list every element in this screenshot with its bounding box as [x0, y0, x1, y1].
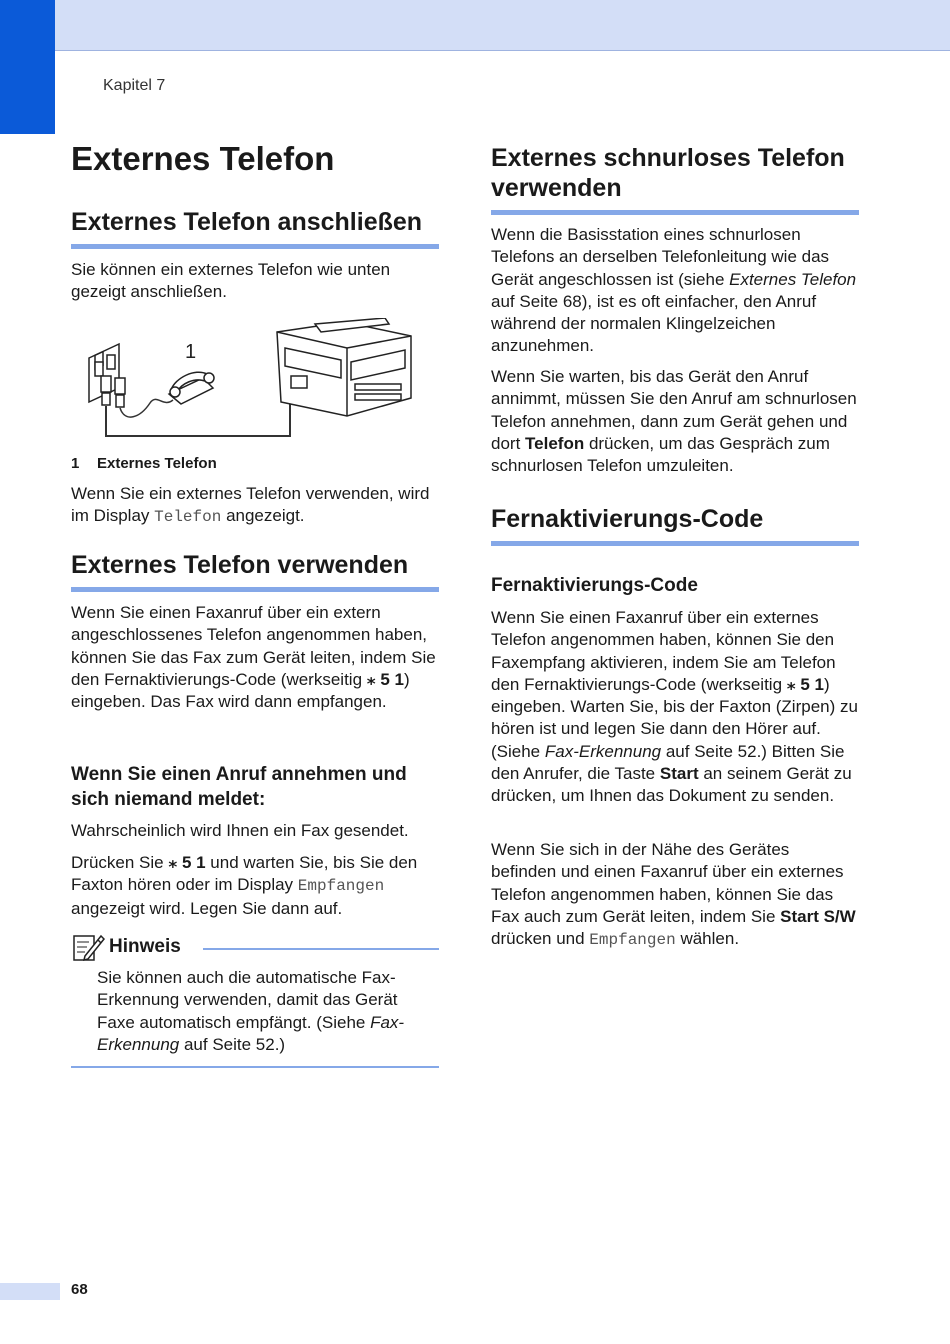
paragraph: Wenn Sie warten, bis das Gerät den Anruf annimmt, müssen Sie den Anruf am schnurlosen Telefon annehmen, dann zum Gerät gehen und dort Telefon drücken, um das Gespräch zum schnurlosen Telefon umzuleiten.: [491, 367, 857, 476]
header-band: [0, 0, 950, 51]
cross-reference: Fax-Erkennung: [544, 741, 662, 761]
divider: [71, 1066, 439, 1068]
display-text: Empfangen: [297, 877, 385, 896]
code-text: ⁎ 5 1: [168, 853, 206, 872]
paragraph: Wenn die Basisstation eines schnurlosen Telefons an derselben Telefonleitung wie das Gerät angeschlossen ist (siehe Externes Telefon auf Seite 68), ist es oft einfacher, den Anruf während der normalen Klingelzeichen anzunehmen.: [491, 225, 857, 356]
key-name: Start S/W: [780, 906, 856, 926]
subsection-title: Wenn Sie einen Anruf annehmen und sich niemand meldet:: [71, 764, 407, 810]
figure-caption: [71, 455, 439, 472]
code-text: ⁎ 5 1: [366, 669, 404, 689]
connection-diagram: [85, 318, 425, 446]
section-title-verwenden: Externes Telefon verwenden: [71, 550, 439, 592]
section-title-fernaktivierung: Fernaktivierungs-Code: [491, 504, 859, 546]
display-text: Telefon: [154, 508, 222, 527]
code-text: ⁎ 5 1: [786, 674, 824, 694]
note-label: Hinweis: [109, 936, 181, 957]
page-title: Externes Telefon: [71, 140, 335, 177]
note-pencil-icon: [71, 932, 105, 962]
display-text: Empfangen: [589, 931, 676, 950]
chapter-label: Kapitel 7: [103, 77, 166, 94]
figure-callout: 1: [185, 341, 197, 363]
footer-band: [0, 1283, 60, 1300]
paragraph: Wenn Sie sich in der Nähe des Gerätes befinden und einen Faxanruf über ein externes Telefon angenommen haben, können Sie das Fax auch zum Gerät leiten, indem Sie Start S/W drücken und Empfangen wählen.: [491, 840, 856, 950]
key-name: Start: [659, 764, 699, 784]
paragraph: Wenn Sie einen Faxanruf über ein extern angeschlossenes Telefon angenommen haben, können Sie das Fax zum Gerät leiten, indem Sie den Fernaktivierungs-Code (werkseitig ⁎ 5 1) eingeben. Das Fax wird dann empfangen.: [71, 603, 436, 712]
section-title-schnurlos: Externes schnurloses Telefon verwenden: [491, 143, 859, 215]
paragraph: Wenn Sie ein externes Telefon verwenden, wird im Display Telefon angezeigt.: [71, 484, 430, 527]
note-box: [71, 932, 439, 1068]
chapter-tab: [0, 0, 55, 134]
key-name: Telefon: [525, 433, 585, 453]
subsection-title: Fernaktivierungs-Code: [491, 575, 698, 596]
paragraph: Sie können ein externes Telefon wie unten gezeigt anschließen.: [71, 260, 391, 302]
telephone-icon: [169, 372, 214, 404]
section-title-anschliessen: Externes Telefon anschließen: [71, 207, 439, 249]
cross-reference: Fax-Erkennung: [97, 1012, 405, 1054]
paragraph: Drücken Sie ⁎ 5 1 und warten Sie, bis Sie den Faxton hören oder im Display Empfangen angezeigt wird. Legen Sie dann auf.: [71, 853, 418, 918]
page-number: 68: [71, 1281, 88, 1298]
caption-text: Externes Telefon: [97, 455, 217, 472]
cross-reference: Externes Telefon: [729, 269, 857, 289]
divider: [203, 948, 439, 950]
caption-number: 1: [71, 455, 80, 472]
paragraph: Wahrscheinlich wird Ihnen ein Fax gesendet.: [71, 821, 409, 840]
note-text: Sie können auch die automatische Fax-Erkennung verwenden, damit das Gerät Faxe automatisch empfängt. (Siehe Fax-Erkennung auf Seite 52.): [97, 968, 405, 1054]
fax-machine-icon: [277, 318, 411, 416]
paragraph: Wenn Sie einen Faxanruf über ein externes Telefon angenommen haben, können Sie den Faxempfang aktivieren, indem Sie am Telefon den Fernaktivierungs-Code (werkseitig ⁎ 5 1) eingeben. Warten Sie, bis der Faxton (Zirpen) zu hören ist und legen Sie dann den Hörer auf. (Siehe Fax-Erkennung auf Seite 52.) Bitten Sie den Anrufer, die Taste Start an seinem Gerät zu drücken, um Ihnen das Dokument zu senden.: [491, 608, 858, 806]
